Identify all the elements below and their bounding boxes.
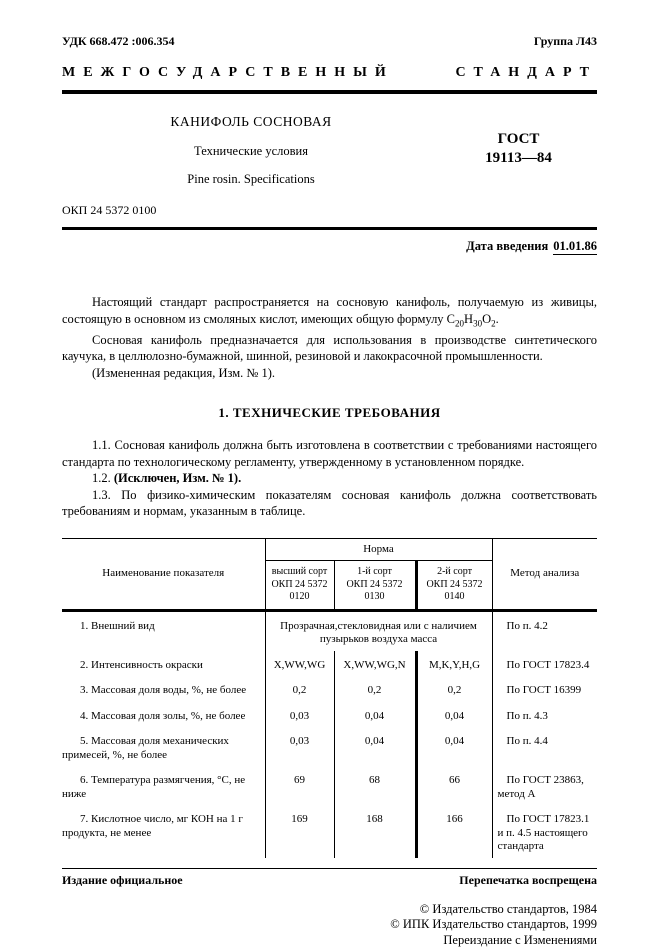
- method-cell: По п. 4.2: [492, 610, 597, 651]
- document-subtitle-english: Pine rosin. Specifications: [62, 172, 440, 187]
- grade-name: высший сорт: [268, 566, 332, 579]
- intro-text: [62, 294, 597, 381]
- clause-1-2: [62, 470, 597, 487]
- value-cell: X,WW,WG: [265, 651, 334, 677]
- intro-paragraph-usage: Сосновая канифоль предназначается для использования в производстве синтетического каучука, в целлюлозно-бумажной, шинной, резиновой и лакокрасочной промышленности.: [62, 332, 597, 365]
- specifications-table: [62, 538, 597, 858]
- date-value: 01.01.86: [553, 239, 597, 255]
- clause-text: По физико-химическим показателям сосновая канифоль должна соответствовать требованиям и нормам, указанным в таблице.: [62, 488, 597, 519]
- method-cell: По ГОСТ 17823.4: [492, 651, 597, 677]
- indicator-name-cell: 4. Массовая доля золы, %, не более: [62, 702, 265, 728]
- grade-okp: ОКП 24 5372: [420, 579, 490, 592]
- table-row: [62, 805, 597, 858]
- value-cell: 0,2: [334, 676, 416, 702]
- footer-row: [62, 873, 597, 888]
- grade-code: 0130: [337, 591, 413, 604]
- table-row: [62, 676, 597, 702]
- grade-name: 2-й сорт: [420, 566, 490, 579]
- method-cell: По ГОСТ 23863, метод А: [492, 766, 597, 805]
- udk-code: УДК 668.472 :006.354: [62, 34, 175, 49]
- value-cell: M,K,Y,H,G: [416, 651, 492, 677]
- method-cell: По п. 4.3: [492, 702, 597, 728]
- scope-text-end: .: [496, 312, 499, 326]
- column-header-norm: Норма: [265, 538, 492, 561]
- grade-code: 0120: [268, 591, 332, 604]
- grade-code: 0140: [420, 591, 490, 604]
- indicator-name-cell: 6. Температура размягчения, °С, не ниже: [62, 766, 265, 805]
- column-header-indicator: Наименование показателя: [62, 538, 265, 610]
- column-header-grade-premium: [265, 561, 334, 611]
- value-cell: 0,03: [265, 727, 334, 766]
- copyright-block: [62, 902, 597, 948]
- standard-type-heading: МЕЖГОСУДАРСТВЕННЫЙ СТАНДАРТ: [62, 65, 597, 81]
- value-cell: 0,04: [416, 702, 492, 728]
- method-cell: По ГОСТ 17823.1 и п. 4.5 настоящего стандарта: [492, 805, 597, 858]
- value-cell: 0,04: [334, 727, 416, 766]
- method-cell: По ГОСТ 16399: [492, 676, 597, 702]
- value-cell: 0,2: [265, 676, 334, 702]
- value-cell: 68: [334, 766, 416, 805]
- table-row: [62, 766, 597, 805]
- grade-name: 1-й сорт: [337, 566, 413, 579]
- grade-okp: ОКП 24 5372: [268, 579, 332, 592]
- gost-number-block: [440, 130, 597, 187]
- indicator-name-cell: 7. Кислотное число, мг КОН на 1 г продукта, не менее: [62, 805, 265, 858]
- grade-okp: ОКП 24 5372: [337, 579, 413, 592]
- indicator-name-cell: 2. Интенсивность окраски: [62, 651, 265, 677]
- copyright-line-1984: © Издательство стандартов, 1984: [62, 902, 597, 918]
- column-header-grade-2: [416, 561, 492, 611]
- column-header-grade-1: [334, 561, 416, 611]
- column-header-method: Метод анализа: [492, 538, 597, 610]
- table-row: [62, 610, 597, 651]
- table-row: [62, 651, 597, 677]
- reissue-note: Переиздание с Изменениями: [62, 933, 597, 948]
- introduction-date-line: [62, 239, 597, 254]
- title-block: [62, 114, 597, 187]
- section-1-heading: 1. ТЕХНИЧЕСКИЕ ТРЕБОВАНИЯ: [62, 405, 597, 421]
- value-cell: 0,2: [416, 676, 492, 702]
- clause-number: 1.2.: [92, 471, 111, 485]
- formula-element: Н: [464, 312, 473, 326]
- value-cell: 0,04: [416, 727, 492, 766]
- table-header: [62, 538, 597, 610]
- value-cell: X,WW,WG,N: [334, 651, 416, 677]
- classification-row: [62, 34, 597, 49]
- indicator-name-cell: 5. Массовая доля механических примесей, %, не более: [62, 727, 265, 766]
- clause-text: Сосновая канифоль должна быть изготовлена в соответствии с требованиями настоящего стандарта по технологическому регламенту, утвержденному в установленном порядке.: [62, 438, 597, 469]
- copyright-line-1999: © ИПК Издательство стандартов, 1999: [62, 917, 597, 933]
- section-1-body: [62, 437, 597, 520]
- spanned-value-cell: Прозрачная,стекловидная или с наличием пузырьков воздуха масса: [265, 610, 492, 651]
- document-title: КАНИФОЛЬ СОСНОВАЯ: [62, 114, 440, 130]
- document-subtitle: Технические условия: [62, 144, 440, 159]
- intro-paragraph-scope: [62, 294, 597, 332]
- value-cell: 0,03: [265, 702, 334, 728]
- indicator-name-cell: 1. Внешний вид: [62, 610, 265, 651]
- clause-number: 1.1.: [92, 438, 111, 452]
- formula-subscript: 20: [455, 318, 464, 328]
- group-code: Группа Л43: [534, 34, 597, 49]
- scope-text: Настоящий стандарт распространяется на сосновую канифоль, получаемую из живицы, состоящую в основном из смоляных кислот, имеющих общую формулу С: [62, 295, 597, 326]
- official-edition-label: Издание официальное: [62, 873, 183, 888]
- title-column: [62, 114, 440, 187]
- value-cell: 69: [265, 766, 334, 805]
- value-cell: 166: [416, 805, 492, 858]
- gost-number: 19113—84: [440, 149, 597, 168]
- footer-divider: [62, 868, 597, 869]
- title-divider: [62, 227, 597, 230]
- date-label: Дата введения: [466, 239, 548, 253]
- value-cell: 66: [416, 766, 492, 805]
- formula-subscript: 2: [491, 318, 496, 328]
- value-cell: 168: [334, 805, 416, 858]
- table-row: [62, 702, 597, 728]
- clause-text: (Исключен, Изм. № 1).: [114, 471, 241, 485]
- clause-1-3: [62, 487, 597, 520]
- reprint-forbidden-label: Перепечатка воспрещена: [459, 873, 597, 888]
- value-cell: 169: [265, 805, 334, 858]
- value-cell: 0,04: [334, 702, 416, 728]
- clause-number: 1.3.: [92, 488, 111, 502]
- clause-1-1: [62, 437, 597, 470]
- header-divider: [62, 90, 597, 94]
- okp-code: ОКП 24 5372 0100: [62, 203, 597, 218]
- intro-paragraph-amendment: (Измененная редакция, Изм. № 1).: [62, 365, 597, 382]
- method-cell: По п. 4.4: [492, 727, 597, 766]
- formula-subscript: 30: [473, 318, 482, 328]
- table-row: [62, 727, 597, 766]
- gost-label: ГОСТ: [440, 130, 597, 149]
- formula-element: О: [482, 312, 491, 326]
- indicator-name-cell: 3. Массовая доля воды, %, не более: [62, 676, 265, 702]
